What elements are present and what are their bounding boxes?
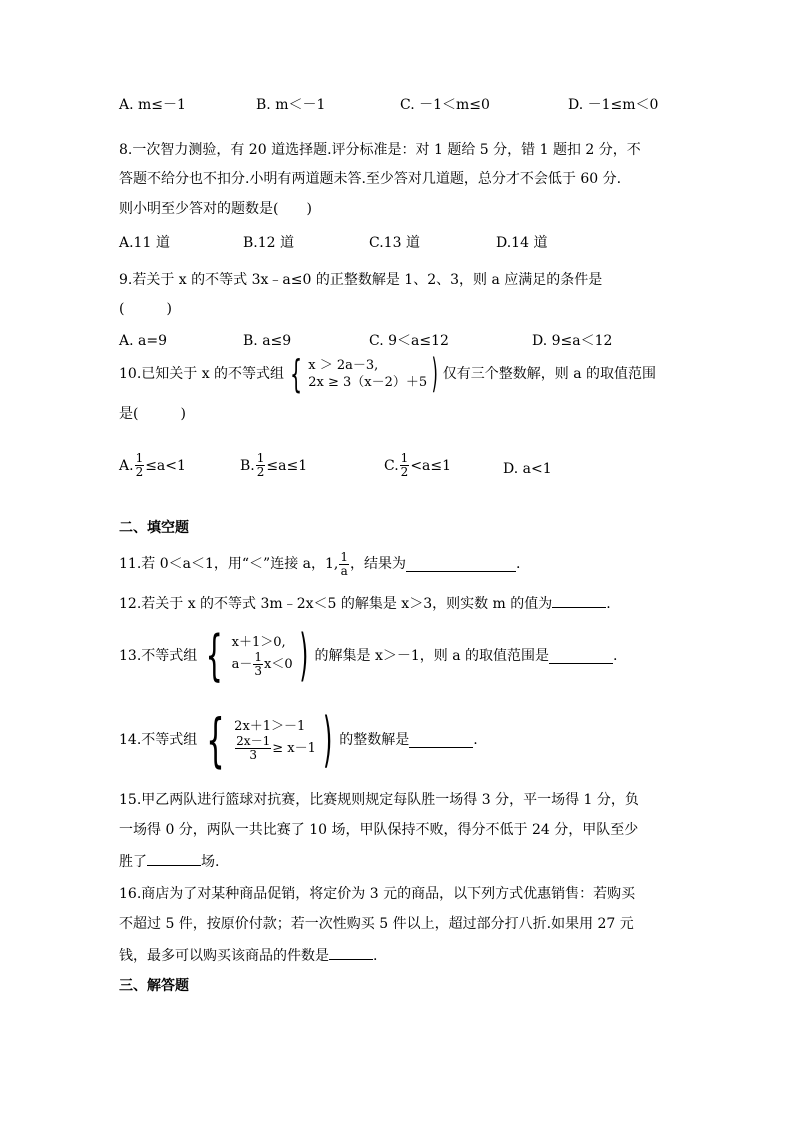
- q9-option-d: D. 9≤a＜12: [532, 333, 613, 349]
- q14-inequality-system: [197, 705, 339, 775]
- q8-line-3: 则小明至少答对的题数是( ): [119, 201, 312, 217]
- fraction: $\frac{1}{2}$: [135, 451, 144, 479]
- fraction: $\frac{1}{3}$: [254, 650, 263, 678]
- q14-line: 14.不等式组 { 2x＋1＞－1 $\frac{2x-1}{3}$ ≥ x－1 ) 的整数解是 .: [119, 705, 478, 775]
- q13-system-row-2: a－ $\frac{1}{3}$ x＜0: [231, 650, 293, 678]
- section-3-heading: 三、解答题: [119, 978, 189, 994]
- q9-option-a: A. a=9: [119, 333, 167, 349]
- q7-option-c: C. －1＜m≤0: [400, 97, 490, 113]
- answer-blank[interactable]: [549, 648, 613, 664]
- answer-blank[interactable]: [409, 732, 473, 748]
- q10-system-row-1: x ＞ 2a－3,: [308, 358, 379, 373]
- q8-line-1: 8.一次智力测验，有 20 道选择题.评分标准是：对 1 题给 5 分，错 1 题扣 2 分，不: [119, 142, 641, 158]
- q14-system-row-2: $\frac{2x-1}{3}$ ≥ x－1: [236, 734, 316, 762]
- q9-option-c: C. 9＜a≤12: [369, 333, 449, 349]
- answer-blank[interactable]: [147, 850, 201, 866]
- q10-line-2: 是( ): [119, 406, 186, 422]
- q14-system-row-1: 2x＋1＞－1: [234, 719, 306, 734]
- fraction: $\frac{1}{2}$: [256, 451, 265, 479]
- answer-blank[interactable]: [552, 592, 606, 608]
- right-paren-icon: ): [322, 705, 333, 775]
- q9-line-1: 9.若关于 x 的不等式 3x﹣a≤0 的正整数解是 1、2、3，则 a 应满足的条件是: [119, 272, 603, 288]
- answer-blank[interactable]: [406, 556, 516, 572]
- section-2-heading: 二、填空题: [119, 520, 189, 536]
- q16-line-1: 16.商店为了对某种商品促销，将定价为 3 元的商品，以下列方式优惠销售：若购买: [119, 886, 636, 902]
- q9-option-b: B. a≤9: [243, 333, 292, 349]
- q16-line-3: 钱，最多可以购买该商品的件数是 .: [119, 944, 377, 966]
- left-brace-icon: {: [206, 706, 225, 774]
- q10-option-d: D. a<1: [503, 461, 552, 477]
- q15-line-1: 15.甲乙两队进行篮球对抗赛，比赛规则规定每队胜一场得 3 分，平一场得 1 分，负: [119, 792, 639, 808]
- q8-line-2: 答题不给分也不扣分.小明有两道题未答.至少答对几道题，总分才不会低于 60 分.: [119, 171, 622, 187]
- q10-option-c: C. $\frac{1}{2}$ <a≤1: [384, 451, 452, 479]
- q8-option-c: C.13 道: [369, 235, 420, 251]
- q7-option-a: A. m≤－1: [119, 97, 186, 113]
- left-brace-icon: {: [205, 624, 224, 687]
- q13-inequality-system: [197, 623, 314, 688]
- q13-system-row-1: x＋1＞0,: [231, 635, 286, 650]
- q12-line: 12.若关于 x 的不等式 3m﹣2x＜5 的解集是 x＞3，则实数 m 的值为 .: [119, 592, 611, 614]
- q8-option-d: D.14 道: [496, 235, 548, 251]
- q11-line: 11.若 0＜a＜1，用“＜”连接 a，1, $\frac{1}{a}$ ，结果为 .: [119, 549, 521, 578]
- q15-line-2: 一场得 0 分，两队一共比赛了 10 场，甲队保持不败，得分不低于 24 分，甲队至少: [119, 822, 639, 838]
- fraction: $\frac{1}{2}$: [400, 451, 409, 479]
- answer-blank[interactable]: [329, 944, 373, 960]
- q7-option-b: B. m＜－1: [256, 97, 326, 113]
- q10-inequality-system: [284, 351, 443, 397]
- q9-line-2: ( ): [119, 301, 172, 317]
- q10-system-row-2: 2x ≥ 3（x－2）＋5: [308, 375, 428, 390]
- q8-option-a: A.11 道: [119, 235, 170, 251]
- right-paren-icon: ): [431, 351, 439, 397]
- q8-option-b: B.12 道: [243, 235, 295, 251]
- fraction: $\frac{2x-1}{3}$: [236, 734, 271, 762]
- q10-prefix: 10.已知关于 x 的不等式组: [119, 366, 285, 382]
- q10-option-b: B. $\frac{1}{2}$ ≤a≤1: [240, 451, 308, 479]
- q7-option-d: D. －1≤m＜0: [568, 97, 659, 113]
- q13-line: 13.不等式组 { x＋1＞0, a－ $\frac{1}{3}$ x＜0 ) 的解集是 x＞－1，则 a 的取值范围是 .: [119, 623, 618, 688]
- q15-line-3: 胜了 场.: [119, 850, 219, 872]
- fraction: $\frac{1}{a}$: [340, 549, 348, 578]
- q10-suffix: 仅有三个整数解，则 a 的取值范围: [442, 366, 657, 382]
- left-brace-icon: {: [290, 352, 303, 396]
- q16-line-2: 不超过 5 件，按原价付款；若一次性购买 5 件以上，超过部分打八折.如果用 27 元: [119, 916, 634, 932]
- right-paren-icon: ): [299, 623, 308, 688]
- q10-option-a: A. $\frac{1}{2}$ ≤a<1: [119, 451, 186, 479]
- q10-line-1: [119, 351, 657, 397]
